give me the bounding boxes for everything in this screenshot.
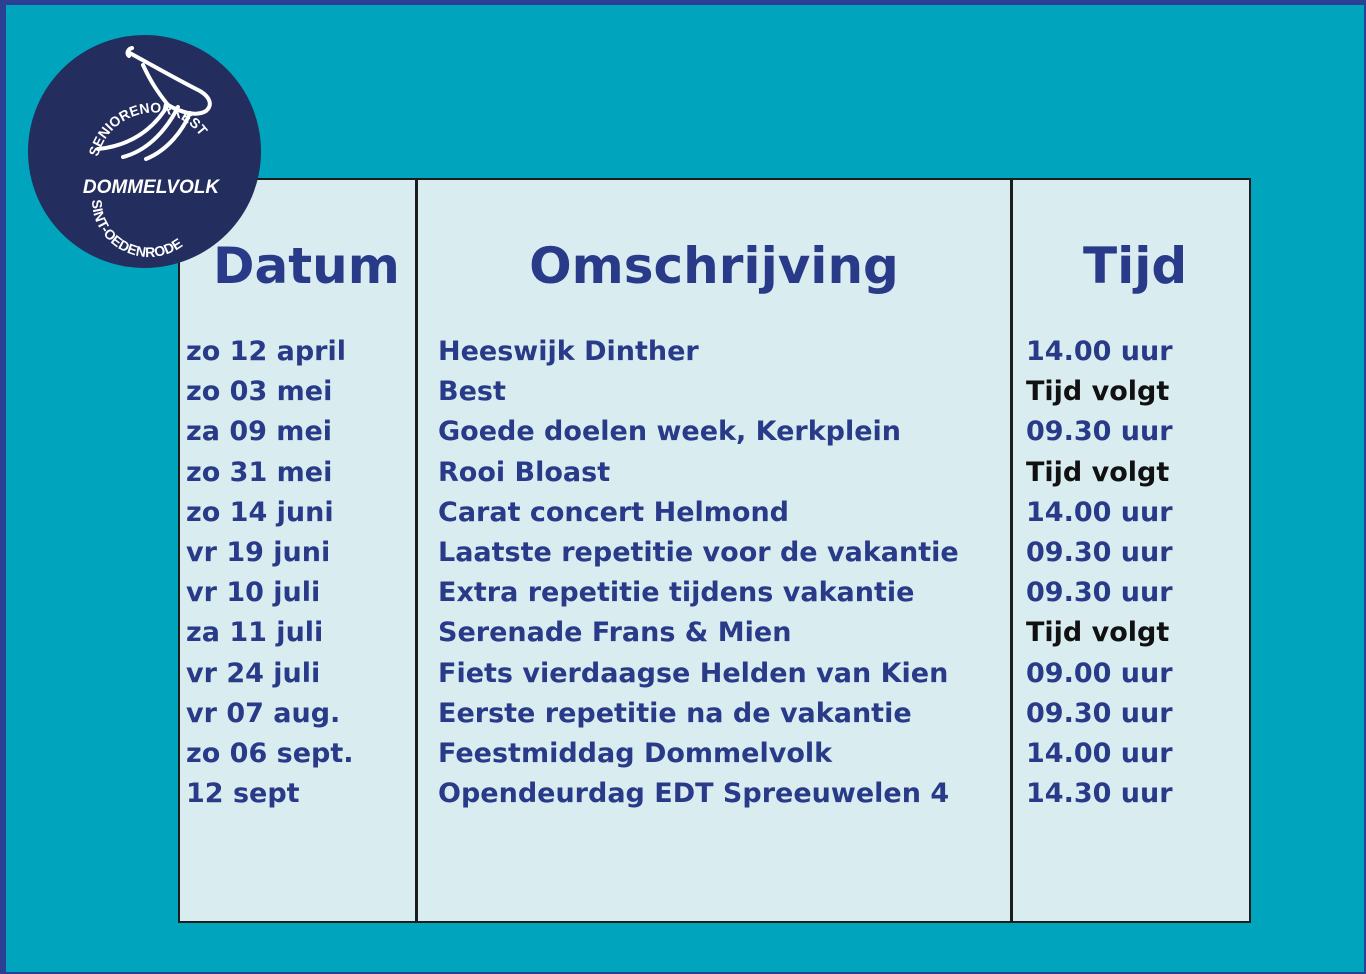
row-datum: vr 19 juni bbox=[186, 536, 331, 568]
row-tijd: 09.30 uur bbox=[1026, 536, 1173, 568]
row-tijd: 14.30 uur bbox=[1026, 778, 1173, 810]
header-omschrijving: Omschrijving bbox=[529, 237, 899, 295]
row-datum: za 11 juli bbox=[186, 617, 324, 649]
dommelvolk-logo bbox=[28, 35, 261, 268]
row-omschrijving: Feestmiddag Dommelvolk bbox=[438, 737, 833, 769]
row-datum: za 09 mei bbox=[186, 416, 333, 448]
logo-arc-top: SENIORENORKEST bbox=[85, 99, 211, 158]
row-datum: zo 31 mei bbox=[186, 456, 333, 488]
schedule-table bbox=[178, 178, 1251, 923]
row-tijd: Tijd volgt bbox=[1026, 456, 1170, 488]
row-tijd: Tijd volgt bbox=[1026, 617, 1170, 649]
column-omschrijving bbox=[418, 180, 1010, 921]
row-tijd: 14.00 uur bbox=[1026, 336, 1173, 367]
row-omschrijving: Laatste repetitie voor de vakantie bbox=[438, 536, 959, 568]
column-tijd bbox=[1013, 180, 1249, 921]
row-omschrijving: Extra repetitie tijdens vakantie bbox=[438, 577, 915, 609]
row-tijd: 09.00 uur bbox=[1026, 657, 1173, 689]
row-omschrijving: Carat concert Helmond bbox=[438, 496, 789, 528]
row-datum: zo 14 juni bbox=[186, 496, 334, 528]
datum-list bbox=[180, 332, 415, 814]
row-datum: zo 03 mei bbox=[186, 376, 333, 408]
row-tijd: 09.30 uur bbox=[1026, 577, 1173, 609]
row-omschrijving: Best bbox=[438, 376, 506, 408]
row-omschrijving: Goede doelen week, Kerkplein bbox=[438, 416, 902, 448]
row-omschrijving: Heeswijk Dinther bbox=[438, 336, 699, 367]
row-datum: vr 24 juli bbox=[186, 657, 321, 689]
row-omschrijving: Opendeurdag EDT Spreeuwelen 4 bbox=[438, 778, 950, 810]
logo-arc-bottom: SINT-OEDENRODE bbox=[88, 198, 185, 261]
header-datum: Datum bbox=[213, 237, 400, 295]
row-datum: 12 sept bbox=[186, 778, 300, 810]
row-datum: vr 07 aug. bbox=[186, 697, 341, 729]
row-tijd: Tijd volgt bbox=[1026, 376, 1170, 408]
row-datum: vr 10 juli bbox=[186, 577, 321, 609]
row-tijd: 14.00 uur bbox=[1026, 737, 1173, 769]
row-datum: zo 06 sept. bbox=[186, 737, 354, 769]
row-omschrijving: Eerste repetitie na de vakantie bbox=[438, 697, 912, 729]
tijd-list bbox=[1013, 332, 1249, 814]
row-tijd: 14.00 uur bbox=[1026, 496, 1173, 528]
row-omschrijving: Fiets vierdaagse Helden van Kien bbox=[438, 657, 949, 689]
row-tijd: 09.30 uur bbox=[1026, 697, 1173, 729]
row-tijd: 09.30 uur bbox=[1026, 416, 1173, 448]
column-datum bbox=[180, 180, 415, 921]
logo-name: DOMMELVOLK bbox=[82, 177, 220, 198]
header-tijd: Tijd bbox=[1083, 237, 1188, 295]
row-datum: zo 12 april bbox=[186, 336, 347, 367]
row-omschrijving: Serenade Frans & Mien bbox=[438, 617, 792, 649]
omschrijving-list bbox=[418, 332, 1010, 814]
row-omschrijving: Rooi Bloast bbox=[438, 456, 611, 488]
